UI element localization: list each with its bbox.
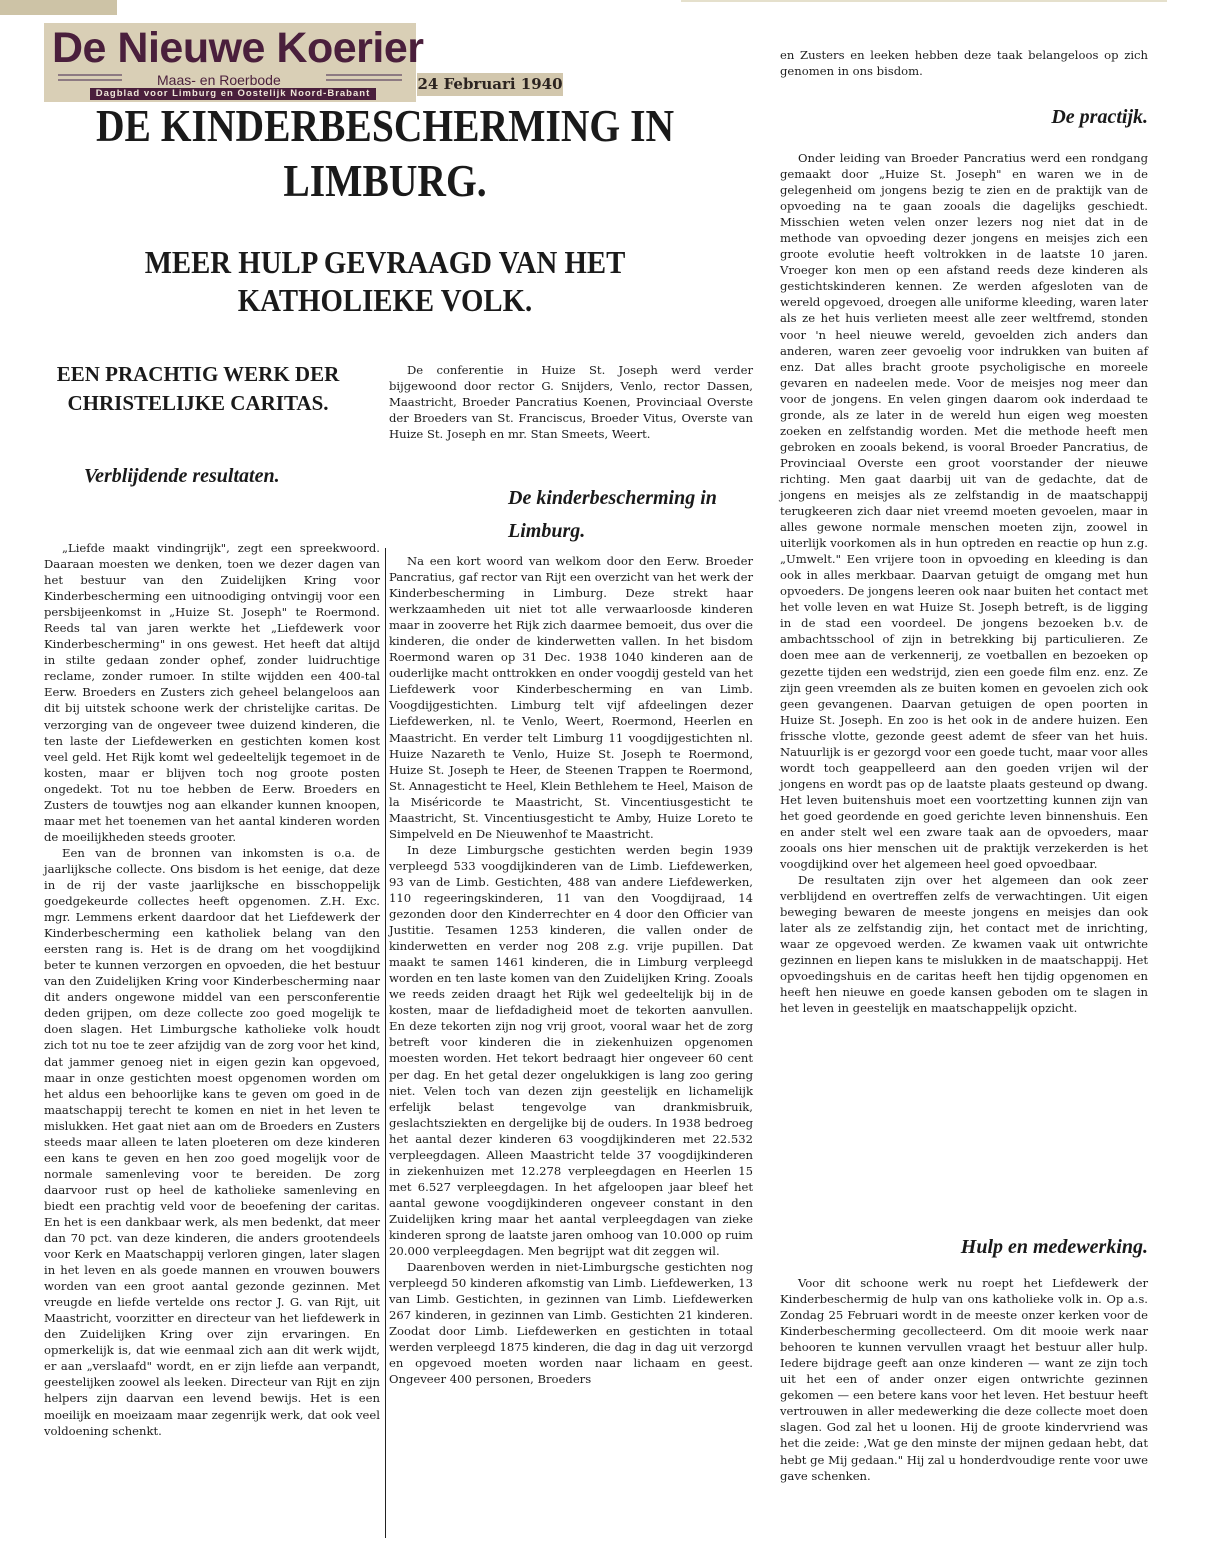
newspaper-tagline: Dagblad voor Limburg en Oostelijk Noord-Brabant (90, 88, 376, 100)
masthead-address-right (326, 74, 402, 84)
paragraph: Een van de bronnen van inkomsten is o.a. de jaarlijksche collecte. Ons bisdom is het eenige, dat deze in de rij der vaste jaarlijksche en bisschoppelijk goedgekeurde collectes heeft opgenomen. Z.H. Exc. mgr. Lemmens erkent daardoor dat het Liefdewerk der Kinderbescherming een katholiek belang van den eersten rang is. Het is de drang om het voogdijkind beter te kunnen verzorgen en opvoeden, die het bestuur van den Zuidelijken Kring voor Kinderbescherming naar dit anders ongewone middel van een persconferentie deden grijpen, om deze collecte zoo goed mogelijk te doen slagen. Het Limburgsche katholieke volk houdt zich tot nu toe te zeer afzijdig van de zorg voor het kind, dat jammer genoeg niet in eigen gezin kan opgevoed, maar in onze gestichten moest opgenomen worden om het aldus een behoorlijke kans te geven om goed in de maatschappij terecht te komen en niet in het leven te mislukken. Het gaat niet aan om de Broeders en Zusters steeds maar alleen te laten ploeteren om deze kinderen een kans te geven en hen zoo goed mogelijk voor de normale samenleving voor te bereiden. De zorg daarvoor rust op heel de katholieke samenleving en biedt een prachtig veld voor de beoefening der caritas. En het is een dankbaar werk, als men bedenkt, dat meer dan 70 pct. van deze kinderen, die anders grootendeels voor Kerk en Maatschappij verloren gingen, later slagen in het leven en als goede mannen en vrouwen bouwers worden van een groot aantal gezonde gezinnen. Met vreugde en liefde vertelde ons rector J. G. van Rijt, uit Maastricht, voorzitter en directeur van het liefdewerk in den Zuidelijken Kring over zijn ervaringen. En opmerkelijk is, dat wie eenmaal zich aan dit werk wijdt, er aan „verslaafd" wordt, en er zijn liefde aan verpandt, geestelijken zoowel als leeken. Directeur van Rijt en zijn helpers zijn daarvan een levend bewijs. Het is een moeilijk en moeizaam maar zegenrijk werk, dat ook veel voldoening schenkt. (44, 845, 380, 1438)
paragraph: Daarenboven werden in niet-Limburgsche gestichten nog verpleegd 50 kinderen afkomstig van Limb. Liefdewerken, 13 van Limb. Gestichten, in gezinnen van Limb. Liefdewerken 267 kinderen, in gezinnen van Limb. Gestichten 21 kinderen. Zoodat door Limb. Liefdewerken en gestichten in totaal werden verpleegd 1875 kinderen, die dag in dag uit verzorgd en opgevoed moeten worden naar lichaam en geest. Ongeveer 400 personen, Broeders (389, 1260, 753, 1387)
article-subheadline: MEER HULP GEVRAAGD VAN HET KATHOLIEKE VOLK. (144, 244, 626, 318)
clipping-edge-strip-right (681, 0, 1167, 2)
column3-body-2 (780, 1275, 1148, 1484)
newspaper-subtitle: Maas- en Roerbode (157, 72, 281, 88)
column2-intro (389, 362, 753, 442)
article-headline: DE KINDERBESCHERMING IN LIMBURG. (95, 100, 675, 206)
masthead-address-left (58, 74, 122, 84)
paragraph: en Zusters en leeken hebben deze taak belangeloos op zich genomen in ons bisdom. (780, 48, 1148, 79)
publication-date: 24 Februari 1940 (417, 73, 563, 96)
column1-section-title: Verblijdende resultaten. (84, 465, 280, 487)
column3-section-title-practijk: De practijk. (1051, 106, 1148, 128)
paragraph: Na een kort woord van welkom door den Eerw. Broeder Pancratius, gaf rector van Rijt een overzicht van het werk der Kinderbescherming in Limburg. Deze strekt haar werkzaamheden uit niet tot alle verwaarloosde kinderen maar in zooverre het Rijk zich daarmee bemoeit, dus over die kinderen, die onder de kinderwetten vallen. In het bisdom Roermond waren op 31 Dec. 1938 1040 kinderen aan de ouderlijke macht onttrokken en onder voogdij gesteld van het Liefdewerk voor Kinderbescherming en van Limb. Voogdijgestichten. Limburg telt vijf afdeelingen dezer Liefdewerken, nl. te Venlo, Weert, Roermond, Heerlen en Maastricht. En verder telt Limburg 11 voogdijgestichten nl. Huize Nazareth te Venlo, Huize St. Joseph te Roermond, Huize St. Joseph te Heer, de Steenen Trappen te Roermond, St. Annagesticht te Heel, Klein Bethlehem te Heel, Maison de la Miséricorde te Maastricht, St. Vincentiusgesticht te Maastricht, St. Vincentiusgesticht te Amby, Huize Loreto te Simpelveld en De Nieuwenhof te Maastricht. (389, 554, 753, 841)
paragraph: De conferentie in Huize St. Joseph werd verder bijgewoond door rector G. Snijders, Venlo, rector Dassen, Maastricht, Broeder Pancratius Koenen, Provinciaal Overste der Broeders van St. Franciscus, Broeder Vitus, Overste van Huize St. Joseph en mr. Stan Smeets, Weert. (389, 363, 753, 442)
paragraph: Onder leiding van Broeder Pancratius werd een rondgang gemaakt door „Huize St. Joseph" en waren we in de gelegenheid om jongens bezig te zien en de praktijk van de opvoeding na te gaan zooals die dagelijks geschiedt. Misschien weten velen onzer lezers nog niet dat in de methode van opvoeding dezer jongens en meisjes zich een groote evolutie heeft voltrokken in de laatste 10 jaren. Vroeger kon men op een afstand reeds deze kinderen als gestichtskinderen kennen. Ze werden afgesloten van de wereld opgevoed, droegen alle uniforme kleeding, waren later als ze het huis verlieten meest alle zeer weltfremd, stonden voor 'n heel nieuwe wereld, gevoelden zich anders dan anderen, waren zeer gevoelig voor indrukken van buiten af enz. Dat alles bracht groote psycholigische en moreele gevaren en nadeelen mede. Voor de meisjes nog meer dan voor de jongens. En velen gingen daarom ook inderdaad te gronde, als ze later in de wereld hun eigen weg moesten zoeken en zelfstandig worden. Met die methode heeft men gebroken en zooals bekend, is vooral Broeder Pancratius, de Provinciaal Overste een groot voorstander der nieuwe richting. Men gaat daarbij uit van de gedachte, dat de jongens en meisjes als ze zelfstandig in de maatschappij terugkeeren zich daar niet vreemd moeten gevoelen, maar in alles gewone normale menschen moeten zijn, zoowel in uiterlijk voorkomen als in hun optreden en reactie op hun z.g. „Umwelt." Een vrijere toon in opvoeding en kleeding is dan ook in alles merkbaar. Daarvan getuigt de omgang met hun opvoeders. De jongens leeren ook naar buiten het contact met het volle leven en wat Huize St. Joseph betreft, is de ligging in de stad een voordeel. De jongens bezoeken b.v. de ambachtsschool of zijn in betrekking bij particulieren. Ze doen mee aan de verkennerij, ze voetballen en bezoeken op gezette tijden een wedstrijd, zien een goede film enz. enz. Ze zijn geen vreemden als ze buiten komen en gevoelen zich ook geen gevangenen. Daarvan getuigen de open poorten in Huize St. Joseph. En zoo is het ook in de andere huizen. Een frissche vlotte, gezonde geest ademt de sfeer van het huis. Natuurlijk is er gezorgd voor een goede tucht, maar voor alles wordt toch geappelleerd aan den goeden vrijen wil der jongens en wordt pas op de laatste plaats gesteund op dwang. Het leven buitenshuis moet een voortzetting kunnen zijn van het goed geordende en goed gerichte leven binnenshuis. Een en ander stelt wel een zware taak aan de opvoeders, maar zooals ons hier menschen uit de praktijk verzekerden is het voogdijkind over het algemeen heel goed opvoedbaar. (780, 151, 1148, 872)
column3-continuation (780, 47, 1148, 79)
clipping-edge-strip (0, 0, 117, 15)
column2-body (389, 553, 753, 1387)
column1-body (44, 540, 380, 1439)
column1-kicker: EEN PRACHTIG WERK DER CHRISTELIJKE CARITAS. (56, 362, 340, 415)
column2-section-title: De kinderbescherming in Limburg. (508, 487, 717, 542)
masthead (44, 23, 424, 102)
column3-body-1 (780, 150, 1148, 1017)
paragraph: „Liefde maakt vindingrijk", zegt een spreekwoord. Daaraan moesten we denken, toen we dezer dagen van het bestuur van den Zuidelijken Kring voor Kinderbescherming een uitnoodiging ontvingij voor een persbijeenkomst in „Huize St. Joseph" te Roermond. Reeds tal van jaren werkte het „Liefdewerk voor Kinderbescherming" in ons gewest. Het heeft dat altijd in stilte gedaan zonder ophef, zonder luidruchtige reclame, zonder rumoer. In stilte wijdden een 400-tal Eerw. Broeders en Zusters zich geheel belangeloos aan dit bij uitstek schoone werk der christelijke caritas. De verzorging van de ongeveer twee duizend kinderen, die ten laste der Liefdewerken en gestichten komen kost veel geld. Het Rijk komt wel gedeeltelijk tegemoet in de kosten, maar er blijven toch nog groote posten ongedekt. Tot nu toe hebben de Eerw. Broeders en Zusters de touwtjes nog aan elkander kunnen knoopen, maar met het toenemen van het aantal kinderen worden de moeilijkheden steeds grooter. (44, 541, 380, 844)
paragraph: Voor dit schoone werk nu roept het Liefdewerk der Kinderbeschermig de hulp van ons katholieke volk in. Op a.s. Zondag 25 Februari wordt in de meeste onzer kerken voor de Kinderbescherming gecollecteerd. Om dit mooie werk naar behooren te kunnen vervullen vraagt het bestuur aller hulp. Iedere bijdrage geeft aan onze kinderen — want ze zijn toch uit het een of ander onzer eigen ontwrichte gezinnen gekomen — een betere kans voor het leven. Het bestuur heeft vertrouwen in aller medewerking die deze collecte moet doen slagen. God zal het u loonen. Hij de groote kindervriend was het die zeide: ‚Wat ge den minste der mijnen gedaan hebt, dat hebt ge Mij gedaan." Hij zal u honderdvoudige rente voor uwe gave schenken. (780, 1276, 1148, 1483)
column-divider (385, 548, 386, 1538)
column3-section-title-hulp: Hulp en medewerking. (960, 1236, 1148, 1258)
paragraph: In deze Limburgsche gestichten werden begin 1939 verpleegd 533 voogdijkinderen van de Limb. Liefdewerken, 93 van de Limb. Gestichten, 488 van andere Liefdewerken, 110 regeeringskinderen, 11 van den Voogdijraad, 14 gezonden door den Kinderrechter en 4 door den Officier van Justitie. Tesamen 1253 kinderen, die vallen onder de kinderwetten en verder nog 208 z.g. vrije pupillen. Dat maakt te samen 1461 kinderen, die in Limburg verpleegd worden en ten laste komen van den Zuidelijken Kring. Zooals we reeds zeiden draagt het Rijk wel gedeeltelijk bij in de kosten, maar de liefdadigheid moet de tekorten aanvullen. En deze tekorten zijn nog vrij groot, vooral waar het de zorg betreft voor kinderen die in ziekenhuizen opgenomen moesten worden. Het tekort bedraagt hier ongeveer 60 cent per dag. En het getal dezer ongelukkigen is lang zoo gering niet. Velen toch van dezen zijn geestelijk en lichamelijk erfelijk belast tengevolge van drankmisbruik, geslachtsziekten en dergelijke bij de ouders. In 1938 bedroeg het aantal dezer kinderen 63 voogdijkinderen met 22.532 verpleegdagen. Alleen Maastricht telde 37 voogdijkinderen in ziekenhuizen met 12.278 verpleegdagen en Heerlen 15 met 6.527 verpleegdagen. In het afgeloopen jaar bleef het aantal gewone voogdijkinderen ongeveer constant in den Zuidelijken kring maar het aantal verpleegdagen van zieke kinderen sprong de laatste jaren omhoog van 10.000 op ruim 20.000 verpleegdagen. Men begrijpt wat dit zeggen wil. (389, 842, 753, 1259)
paragraph: De resultaten zijn over het algemeen dan ook zeer verblijdend en overtreffen zelfs de verwachtingen. Uit eigen beweging bewaren de meeste jongens en meisjes dan ook later als ze zelfstandig zijn, het contact met de inrichting, waar ze opgevoed werden. Ze kwamen vaak uit ontwrichte gezinnen en liepen kans te mislukken in de maatschappij. Het opvoedingshuis en de caritas heeft hen tijdig opgenomen en heeft hen nieuwe en goede kansen geboden om te slagen in het leven in geestelijk en maatschappelijk opzicht. (780, 873, 1148, 1016)
newspaper-title: De Nieuwe Koerier (52, 24, 424, 72)
